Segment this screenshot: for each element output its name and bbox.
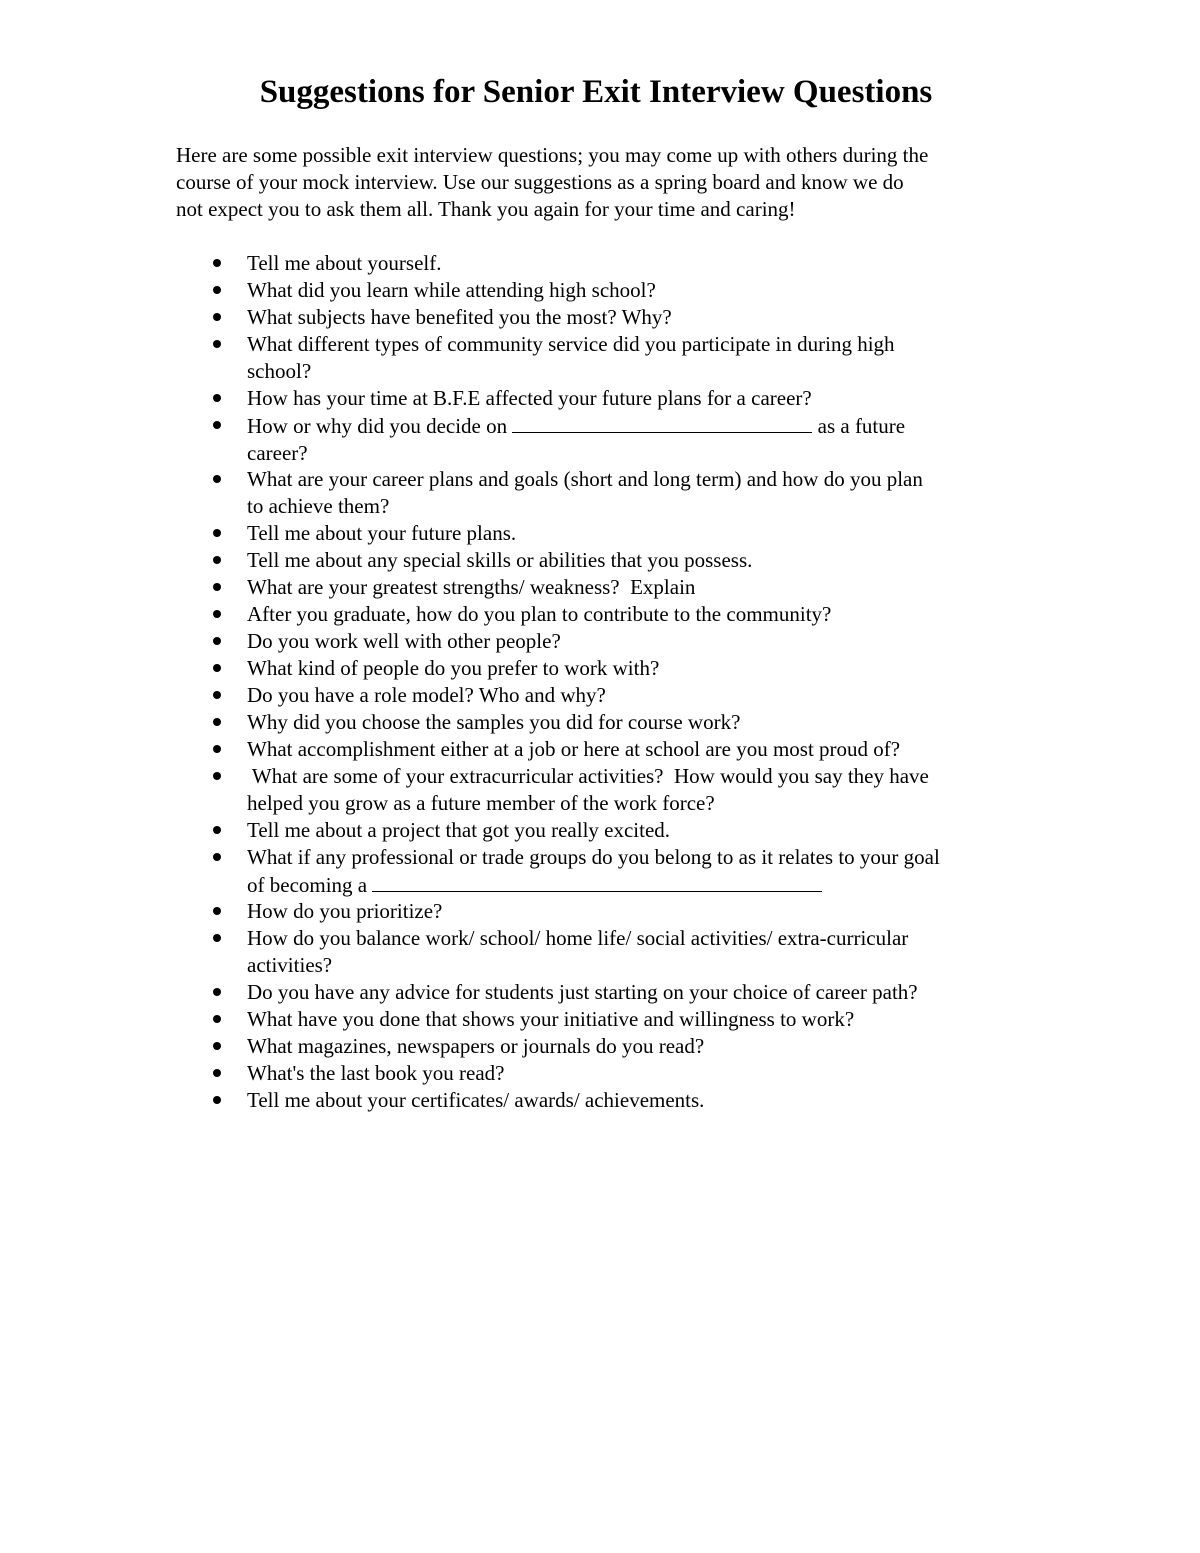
question-text: Tell me about any special skills or abilities that you possess. — [247, 548, 753, 572]
bullet-icon — [213, 259, 221, 267]
question-item — [0, 601, 1200, 628]
question-text: What's the last book you read? — [247, 1061, 505, 1085]
bullet-icon — [213, 286, 221, 294]
question-text: What did you learn while attending high school? — [247, 278, 656, 302]
intro-paragraph — [176, 142, 1056, 223]
question-text: Tell me about your certificates/ awards/ achievements. — [247, 1088, 705, 1112]
question-text: What if any professional or trade groups do you belong to as it relates to your goal — [247, 845, 940, 869]
question-text: Tell me about your future plans. — [247, 521, 517, 545]
question-text: Do you have a role model? Who and why? — [247, 683, 606, 707]
question-text-before-blank: How or why did you decide on — [247, 414, 513, 438]
question-text: What are some of your extracurricular activities? How would you say they have — [247, 764, 929, 788]
fill-in-blank — [372, 871, 822, 892]
bullet-icon — [213, 637, 221, 645]
question-item — [0, 304, 1200, 331]
question-text: Do you have any advice for students just starting on your choice of career path? — [247, 980, 918, 1004]
question-text: What subjects have benefited you the most? Why? — [247, 305, 672, 329]
question-item — [0, 763, 1200, 817]
bullet-icon — [213, 853, 221, 861]
intro-line: Here are some possible exit interview questions; you may come up with others during the — [176, 143, 929, 167]
question-item — [0, 277, 1200, 304]
question-text: What accomplishment either at a job or here at school are you most proud of? — [247, 737, 901, 761]
question-item — [0, 1087, 1200, 1114]
question-text — [247, 412, 1200, 440]
bullet-icon — [213, 772, 221, 780]
bullet-icon — [213, 718, 221, 726]
question-text-after-blank: as a future — [812, 414, 906, 438]
bullet-icon — [213, 826, 221, 834]
question-text: Why did you choose the samples you did for course work? — [247, 710, 741, 734]
fill-in-blank — [512, 412, 812, 433]
question-text-continued: to achieve them? — [247, 494, 390, 518]
bullet-icon — [213, 583, 221, 591]
question-item — [0, 736, 1200, 763]
question-item — [0, 520, 1200, 547]
bullet-icon — [213, 421, 221, 429]
bullet-icon — [213, 745, 221, 753]
question-item — [0, 1033, 1200, 1060]
question-text: How do you prioritize? — [247, 899, 443, 923]
question-item — [0, 574, 1200, 601]
question-list — [0, 250, 1200, 1114]
question-text-before-blank: of becoming a — [247, 873, 373, 897]
bullet-icon — [213, 664, 221, 672]
question-item — [0, 898, 1200, 925]
question-text: What magazines, newspapers or journals do you read? — [247, 1034, 705, 1058]
intro-line: not expect you to ask them all. Thank you again for your time and caring! — [176, 197, 796, 221]
bullet-icon — [213, 1042, 221, 1050]
bullet-icon — [213, 610, 221, 618]
question-item — [0, 1060, 1200, 1087]
question-item — [0, 709, 1200, 736]
question-text: What are your greatest strengths/ weakness? Explain — [247, 575, 696, 599]
bullet-icon — [213, 1096, 221, 1104]
question-text: What are your career plans and goals (short and long term) and how do you plan — [247, 467, 923, 491]
question-text-continued: helped you grow as a future member of the work force? — [247, 791, 715, 815]
bullet-icon — [213, 394, 221, 402]
question-item — [0, 412, 1200, 466]
question-item — [0, 547, 1200, 574]
question-item — [0, 331, 1200, 385]
bullet-icon — [213, 529, 221, 537]
question-item — [0, 466, 1200, 520]
question-item — [0, 817, 1200, 844]
bullet-icon — [213, 1015, 221, 1023]
question-text: How has your time at B.F.E affected your future plans for a career? — [247, 386, 812, 410]
question-text: What have you done that shows your initiative and willingness to work? — [247, 1007, 855, 1031]
question-item — [0, 655, 1200, 682]
question-text: Do you work well with other people? — [247, 629, 561, 653]
bullet-icon — [213, 988, 221, 996]
bullet-icon — [213, 907, 221, 915]
question-text-continued: school? — [247, 359, 312, 383]
intro-line: course of your mock interview. Use our suggestions as a spring board and know we do — [176, 170, 904, 194]
question-text: Tell me about yourself. — [247, 251, 442, 275]
question-text: What kind of people do you prefer to work with? — [247, 656, 660, 680]
bullet-icon — [213, 313, 221, 321]
document-title: Suggestions for Senior Exit Interview Questions — [259, 74, 933, 110]
bullet-icon — [213, 934, 221, 942]
bullet-icon — [213, 556, 221, 564]
question-item — [0, 979, 1200, 1006]
question-item — [0, 682, 1200, 709]
question-text-continued — [247, 871, 1200, 899]
question-text-continued: career? — [247, 441, 308, 465]
question-text: Tell me about a project that got you really excited. — [247, 818, 671, 842]
question-item — [0, 628, 1200, 655]
question-text-continued: activities? — [247, 953, 333, 977]
bullet-icon — [213, 1069, 221, 1077]
question-item — [0, 250, 1200, 277]
question-item — [0, 1006, 1200, 1033]
bullet-icon — [213, 475, 221, 483]
question-item — [0, 925, 1200, 979]
question-item — [0, 385, 1200, 412]
bullet-icon — [213, 340, 221, 348]
question-text: What different types of community service did you participate in during high — [247, 332, 895, 356]
question-text: How do you balance work/ school/ home life/ social activities/ extra-curricular — [247, 926, 909, 950]
question-item — [0, 844, 1200, 898]
question-text: After you graduate, how do you plan to contribute to the community? — [247, 602, 832, 626]
bullet-icon — [213, 691, 221, 699]
